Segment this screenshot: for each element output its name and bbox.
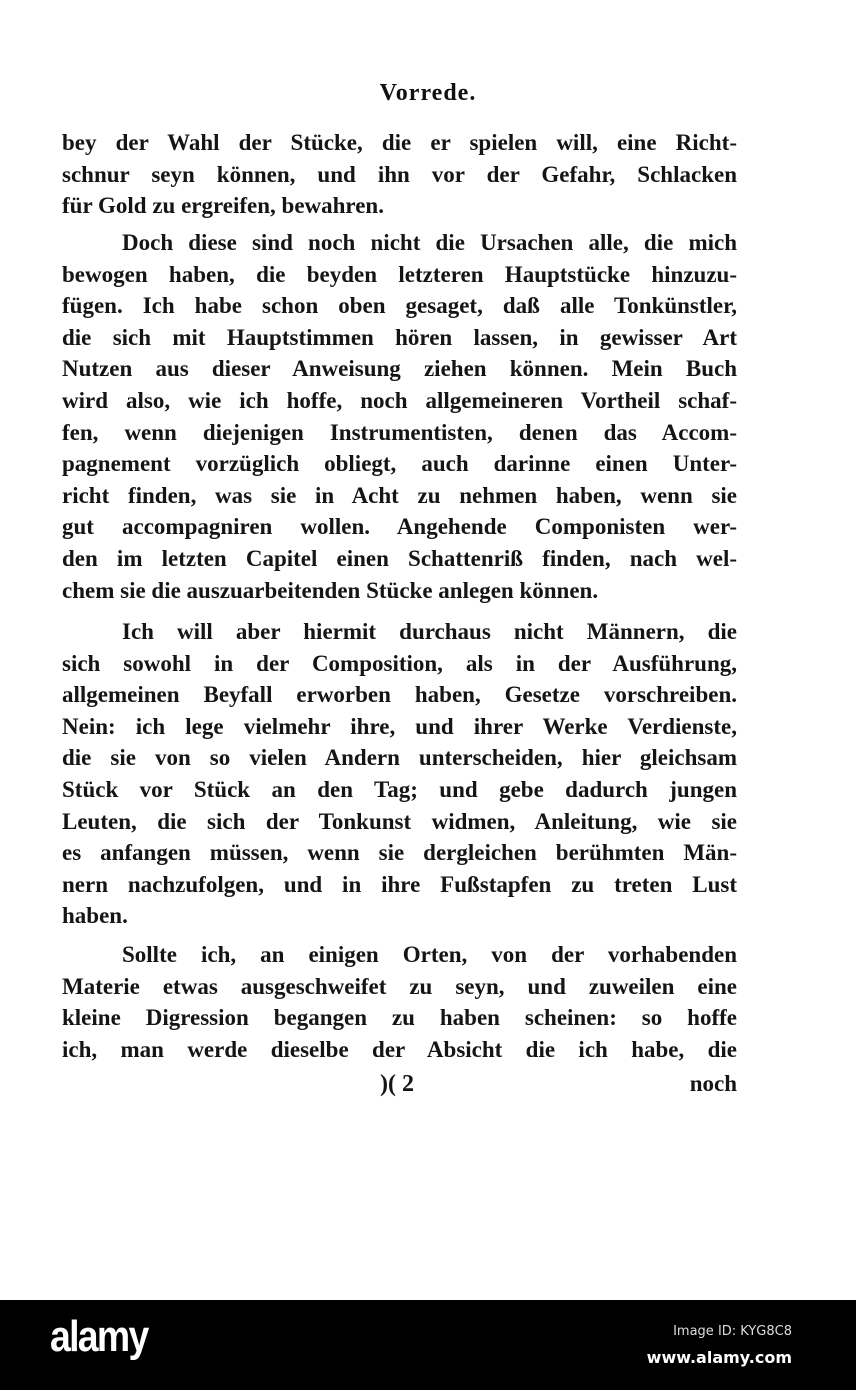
text-line: ich, man werde dieselbe der Absicht die ich habe, die [62, 1036, 737, 1062]
watermark-bar [0, 1300, 856, 1390]
text-line: Nutzen aus dieser Anweisung ziehen können. Mein Buch [62, 356, 737, 382]
text-line: fen, wenn diejenigen Instrumentisten, denen das Accom- [62, 419, 737, 445]
text-line: die sich mit Hauptstimmen hören lassen, in gewisser Art [62, 324, 737, 350]
text-line: Doch diese sind noch nicht die Ursachen alle, die mich [122, 230, 737, 255]
text-line: gut accompagniren wollen. Angehende Componisten wer- [62, 514, 737, 540]
image-id: Image ID: KYG8C8 [673, 1324, 792, 1339]
text-line: allgemeinen Beyfall erworben haben, Gesetze vorschreiben. [62, 682, 737, 708]
text-line: es anfangen müssen, wenn sie dergleichen berühmten Män- [62, 840, 737, 866]
text-line: nern nachzufolgen, und in ihre Fußstapfen zu treten Lust [62, 871, 737, 897]
text-line: schnur seyn können, und ihn vor der Gefahr, Schlacken [62, 161, 737, 187]
text-line: Sollte ich, an einigen Orten, von der vorhabenden [122, 942, 737, 967]
text-line: bey der Wahl der Stücke, die er spielen will, eine Richt- [62, 130, 737, 155]
text-line: für Gold zu ergreifen, bewahren. [62, 193, 384, 219]
text-line: Ich will aber hiermit durchaus nicht Männern, die [122, 619, 737, 644]
text-line: kleine Digression begangen zu haben scheinen: so hoffe [62, 1005, 737, 1031]
text-line: den im letzten Capitel einen Schattenriß finden, nach wel- [62, 546, 737, 571]
text-line: Stück vor Stück an den Tag; und gebe dadurch jungen [62, 777, 737, 802]
site-url: www.alamy.com [646, 1348, 792, 1367]
text-line: chem sie die auszuarbeitenden Stücke anlegen können. [62, 577, 599, 603]
text-line: fügen. Ich habe schon oben gesaget, daß alle Tonkünstler, [62, 293, 737, 319]
text-line: richt finden, was sie in Acht zu nehmen haben, wenn sie [62, 482, 737, 508]
text-line: die sie von so vielen Andern unterscheiden, hier gleichsam [62, 745, 737, 771]
text-line: Leuten, die sich der Tonkunst widmen, Anleitung, wie sie [62, 808, 737, 834]
alamy-logo: alamy [50, 1312, 148, 1361]
text-line: pagnement vorzüglich obliegt, auch darinne einen Unter- [62, 451, 737, 477]
catchword: noch [689, 1071, 737, 1096]
text-line: sich sowohl in der Composition, als in der Ausführung, [62, 650, 737, 676]
text-line: Nein: ich lege vielmehr ihre, und ihrer Werke Verdienste, [62, 713, 737, 739]
text-line: wird also, wie ich hoffe, noch allgemeineren Vortheil schaf- [62, 388, 737, 413]
text-line: Materie etwas ausgeschweifet zu seyn, und zuweilen eine [62, 973, 737, 999]
running-header: Vorrede. [379, 80, 477, 106]
signature-mark: )( 2 [380, 1071, 414, 1097]
text-line: haben. [62, 903, 128, 929]
text-line: bewogen haben, die beyden letzteren Hauptstücke hinzuzu- [62, 261, 737, 287]
